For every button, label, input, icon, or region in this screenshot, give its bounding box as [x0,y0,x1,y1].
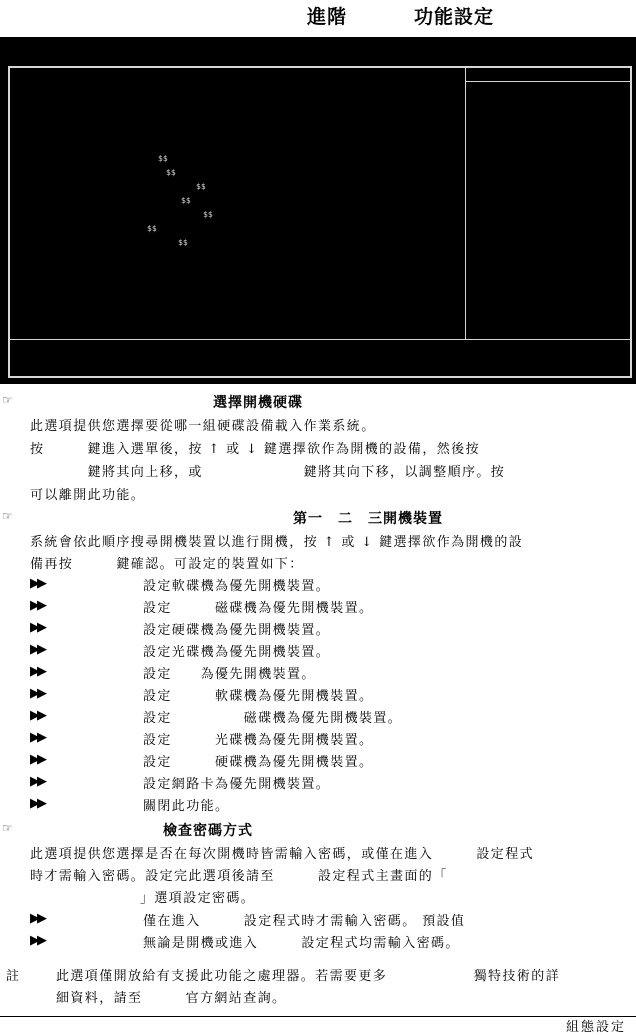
section3-line: 此選項提供您選擇是否在每次開機時皆需輸入密碼，或僅在進入 設定程式 [30,847,535,862]
bios-frame [8,66,632,378]
bios-marker: $$ [147,224,157,233]
double-arrow-icon: ▶▶ [30,730,44,745]
pointing-hand-icon: ☞ [2,393,13,407]
boot-option-item: 設定 磁碟機為優先開機裝置。 [143,601,374,616]
bios-bottom-line [10,339,630,340]
section1-title: 選擇開機硬碟 [213,395,303,411]
bios-help-header-line [465,81,632,82]
section1-line: 按 鍵進入選單後，按 ↑ 或 ↓ 鍵選擇欲作為開機的設備，然後按 [30,442,480,457]
boot-option-item: 設定硬碟機為優先開機裝置。 [143,623,331,638]
bios-marker: $$ [178,238,188,247]
header-feature-setup: 功能設定 [414,6,495,28]
double-arrow-icon: ▶▶ [30,796,44,811]
section2-line: 備再按 鍵確認。可設定的裝置如下： [30,557,304,572]
note-line: 此選項僅開放給有支援此功能之處理器。若需要更多 獨特技術的詳 [56,969,561,984]
double-arrow-icon: ▶▶ [30,686,44,701]
boot-option-item: 設定網路卡為優先開機裝置。 [143,777,331,792]
bios-marker: $$ [196,182,206,191]
pointing-hand-icon: ☞ [2,821,13,835]
bios-marker: $$ [166,168,176,177]
boot-option-item: 設定 硬碟機為優先開機裝置。 [143,755,374,770]
section2-line: 系統會依此順序搜尋開機裝置以進行開機，按 ↑ 或 ↓ 鍵選擇欲作為開機的設 [30,535,524,550]
bios-marker: $$ [158,154,168,163]
boot-option-item: 關閉此功能。 [143,799,230,814]
footer-chapter: 組態設定 [566,1020,627,1035]
pointing-hand-icon: ☞ [2,509,13,523]
double-arrow-icon: ▶▶ [30,664,44,679]
section1-line: 可以離開此功能。 [30,488,146,503]
double-arrow-icon: ▶▶ [30,642,44,657]
password-option-item: 無論是開機或進入 設定程式均需輸入密碼。 [143,936,460,951]
section1-line: 此選項提供您選擇要從哪一組硬碟設備載入作業系統。 [30,419,376,434]
double-arrow-icon: ▶▶ [30,911,44,926]
boot-option-item: 設定 軟碟機為優先開機裝置。 [143,689,374,704]
double-arrow-icon: ▶▶ [30,752,44,767]
boot-option-item: 設定 磁碟機為優先開機裝置。 [143,711,403,726]
boot-option-item: 設定光碟機為優先開機裝置。 [143,645,331,660]
footer-rule [0,1016,636,1017]
double-arrow-icon: ▶▶ [30,708,44,723]
boot-option-item: 設定 光碟機為優先開機裝置。 [143,733,374,748]
password-option-item: 僅在進入 設定程式時才需輸入密碼。 預設值 [143,914,466,929]
note-label: 註 [6,969,21,984]
double-arrow-icon: ▶▶ [30,933,44,948]
note-line: 細資料，請至 官方網站查詢。 [56,991,287,1006]
header-advanced: 進階 [307,6,348,28]
double-arrow-icon: ▶▶ [30,576,44,591]
bios-screenshot [0,37,636,384]
section1-line: 鍵將其向上移，或 鍵將其向下移，以調整順序。按 [30,465,506,480]
double-arrow-icon: ▶▶ [30,598,44,613]
bios-marker: $$ [181,196,191,205]
double-arrow-icon: ▶▶ [30,774,44,789]
section3-line: 」選項設定密碼。 [140,891,256,906]
bios-marker: $$ [203,210,213,219]
boot-option-item: 設定軟碟機為優先開機裝置。 [143,579,331,594]
bios-divider [465,67,466,339]
section3-title: 檢查密碼方式 [163,823,253,839]
section3-line: 時才需輸入密碼。設定完此選項後請至 設定程式主畫面的「 [30,869,448,884]
boot-option-item: 設定 為優先開機裝置。 [143,667,316,682]
double-arrow-icon: ▶▶ [30,620,44,635]
section2-title: 第一 二 三開機裝置 [293,511,443,527]
